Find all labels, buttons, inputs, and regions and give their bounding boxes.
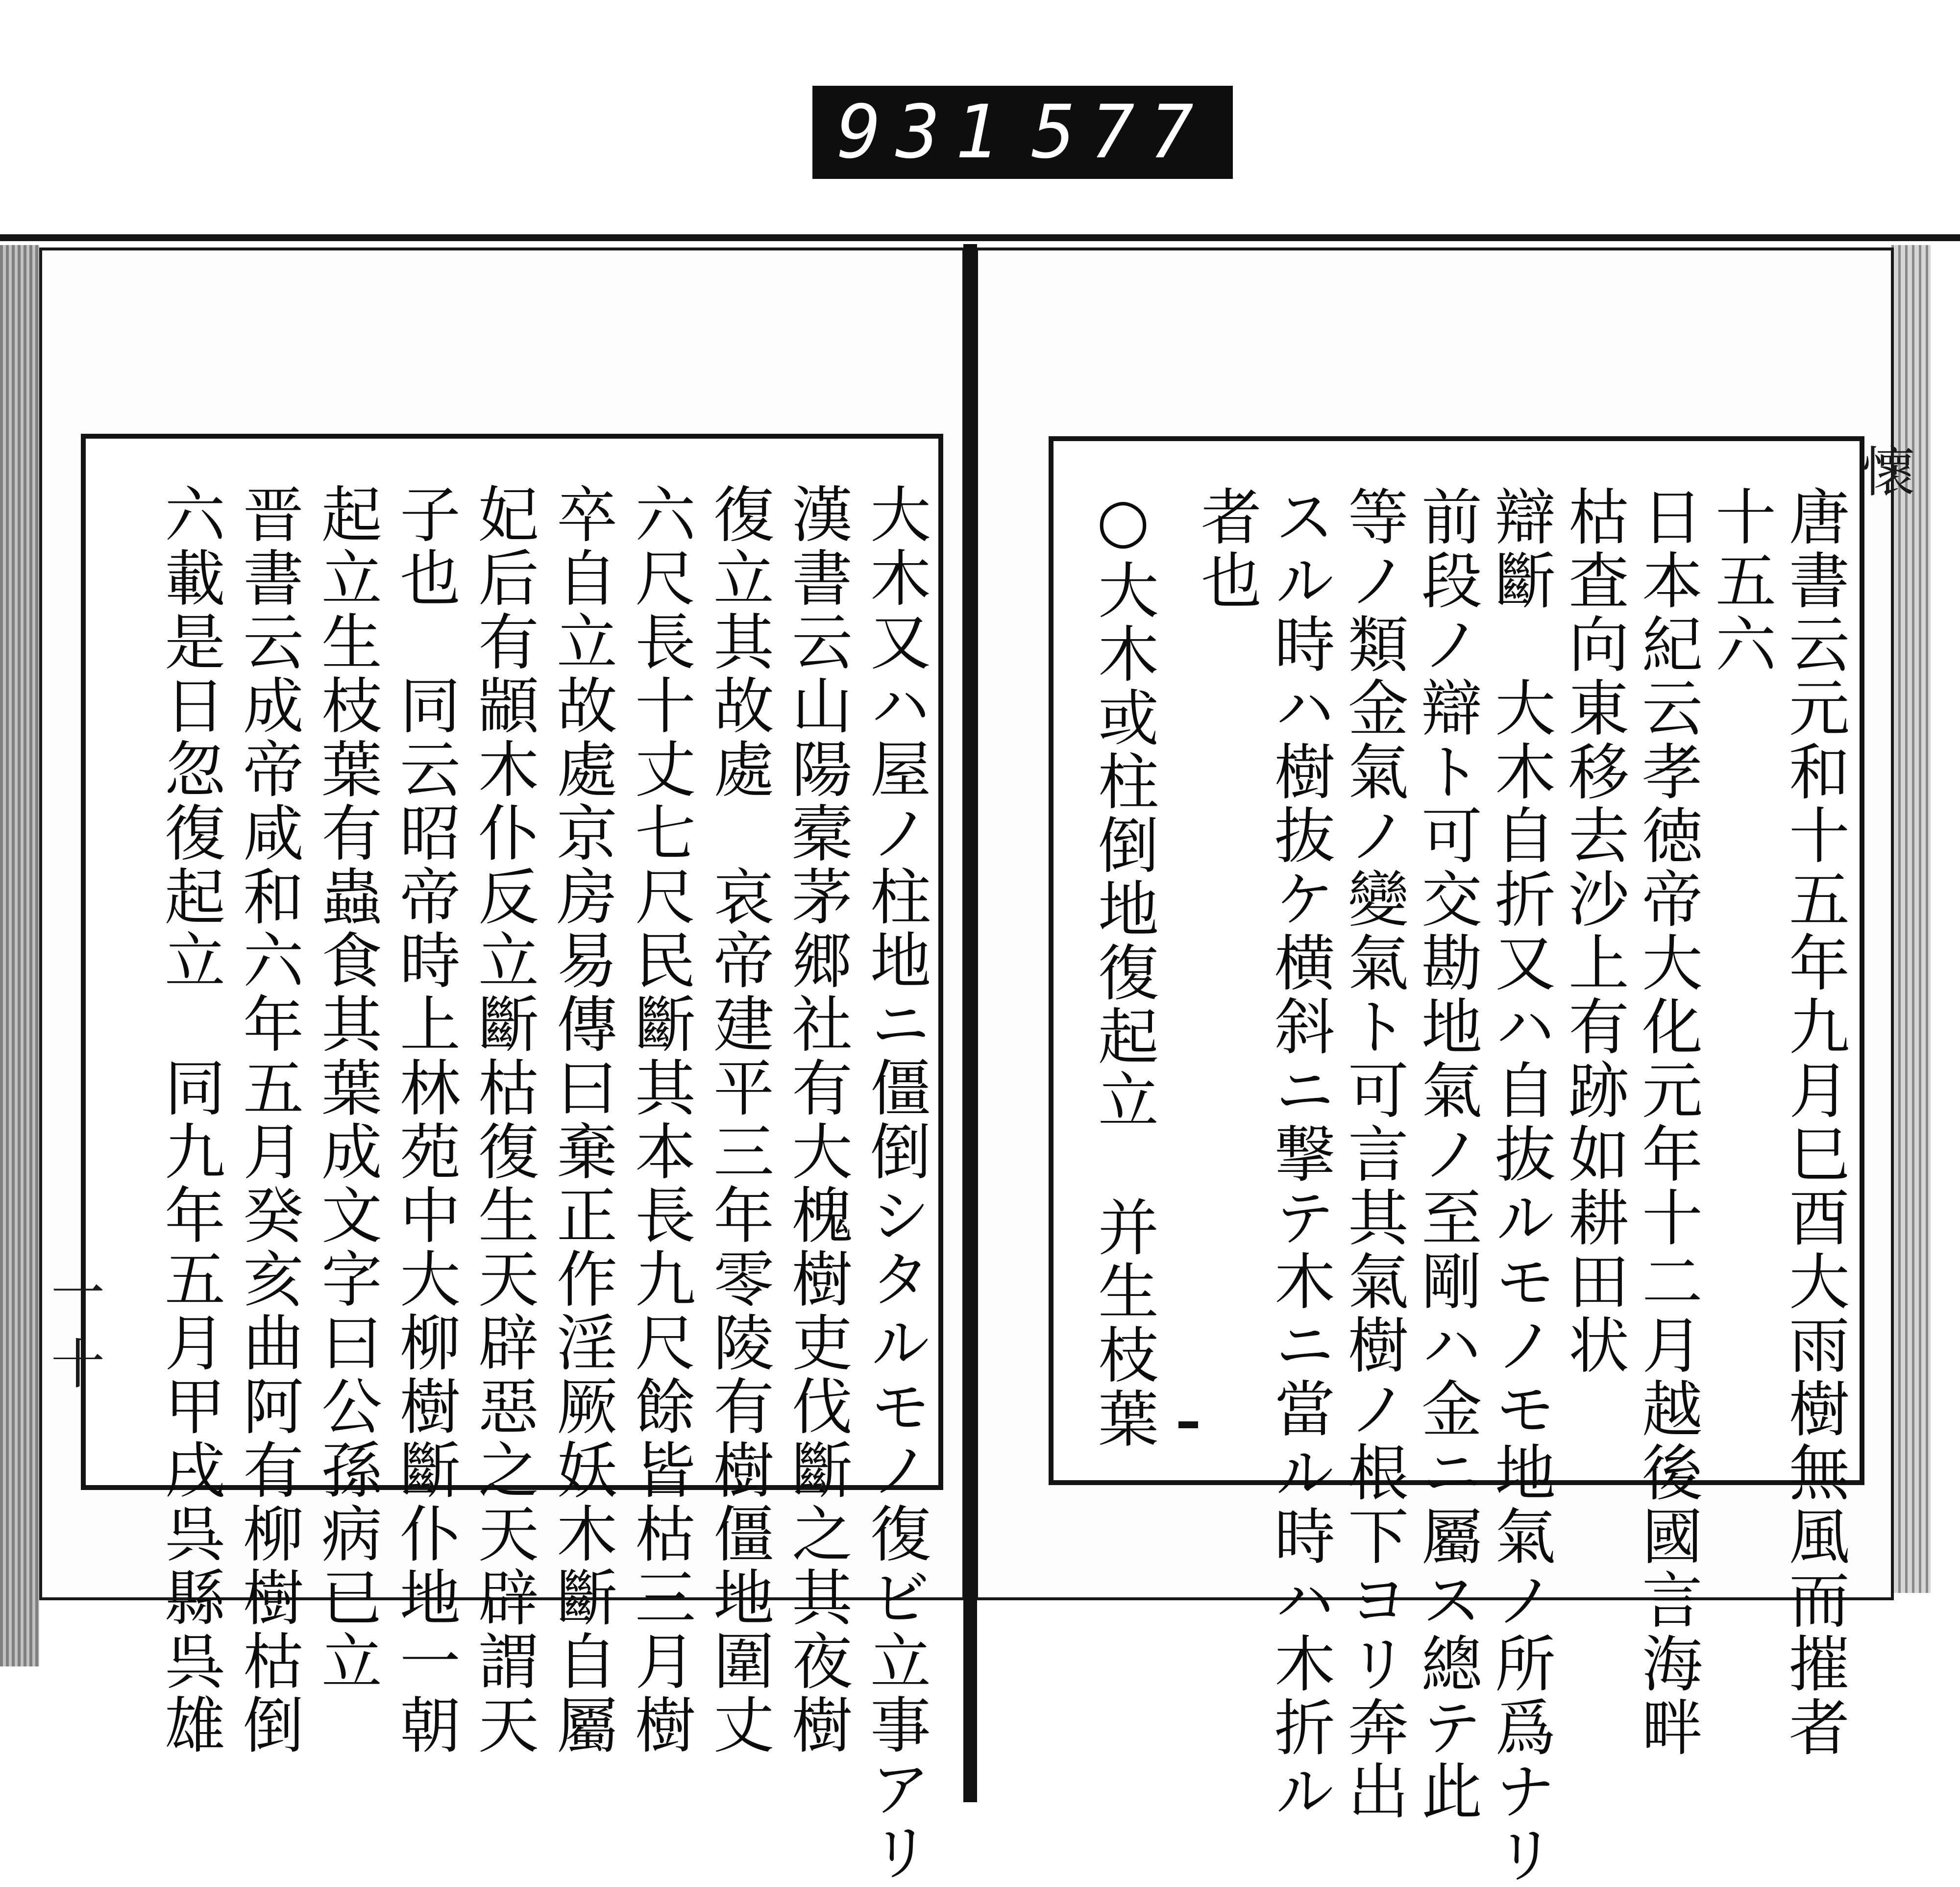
right-column-5: 辯斷 大木自折又ハ自抜ルモノモ地氣ノ所爲ナリ [1485, 485, 1555, 1887]
left-column-6: 妃后有顓木仆反立斷枯復生天辟惡之天辟謂天 [468, 483, 539, 1757]
left-column-2: 漢書云山陽槖茅郷社有大槐樹吏伐斷之其夜樹 [782, 483, 852, 1757]
right-column-4: 枯査向東移去沙上有跡如耕田状 [1558, 485, 1629, 1377]
catalog-label [812, 86, 1233, 179]
left-column-1: 大木又ハ屋ノ柱地ニ僵倒シタルモノ復ビ立事アリ [860, 483, 931, 1885]
right-column-8: スル時ハ樹抜ケ横斜ニ撃テ木ニ當ル時ハ木折ル [1264, 485, 1335, 1823]
book-top-edge [0, 234, 1960, 241]
left-column-9: 晋書云成帝咸和六年五月癸亥曲阿有柳樹枯倒 [233, 483, 303, 1757]
left-column-5: 卒自立故處京房易傳曰棄正作淫厥妖木斷自屬 [546, 483, 617, 1757]
right-column-3: 日本紀云孝徳帝大化元年十二月越後國言海畔 [1632, 485, 1702, 1760]
left-column-10: 六載是日忽復起立 同九年五月甲戌呉縣呉雄 [154, 483, 225, 1757]
right-column-9: 者也 [1191, 485, 1261, 613]
right-column-1: 唐書云元和十五年九月巳酉大雨樹無風而摧者 [1779, 485, 1849, 1760]
left-column-3: 復立其故處 哀帝建平三年零陵有樹僵地圍丈 [703, 483, 774, 1757]
left-column-4: 六尺長十丈七尺民斷其本長九尺餘皆枯三月樹 [625, 483, 695, 1757]
left-page-edge [0, 245, 39, 1666]
left-column-7: 子也 同云昭帝時上林苑中大柳樹斷仆地一朝 [390, 483, 460, 1757]
catalog-number-right: 577 [1031, 90, 1208, 175]
right-text-frame [1049, 436, 1864, 1887]
right-page-edge-mark: 懷 [1853, 444, 1915, 497]
left-page-side-mark: 一 十 [42, 1265, 105, 1390]
left-column-8: 起立生枝葉有蟲食其葉成文字曰公孫病已立 [311, 483, 382, 1693]
catalog-number-left: 931 [837, 90, 1014, 175]
stray-ink-mark [1178, 1421, 1198, 1428]
right-column-6: 前段ノ辯ト可交勘地氣ノ至剛ハ金ニ屬ス總テ此 [1411, 485, 1482, 1823]
book-spine [963, 244, 977, 1802]
right-column-7: 等ノ類金氣ノ變氣ト可言其氣樹ノ根下ヨリ奔出 [1338, 485, 1408, 1823]
right-column-10: ○大木或柱倒地復起立 并生枝葉 [1088, 485, 1158, 1451]
left-text-frame [81, 434, 943, 1885]
right-column-2: 十五六 [1705, 485, 1776, 676]
